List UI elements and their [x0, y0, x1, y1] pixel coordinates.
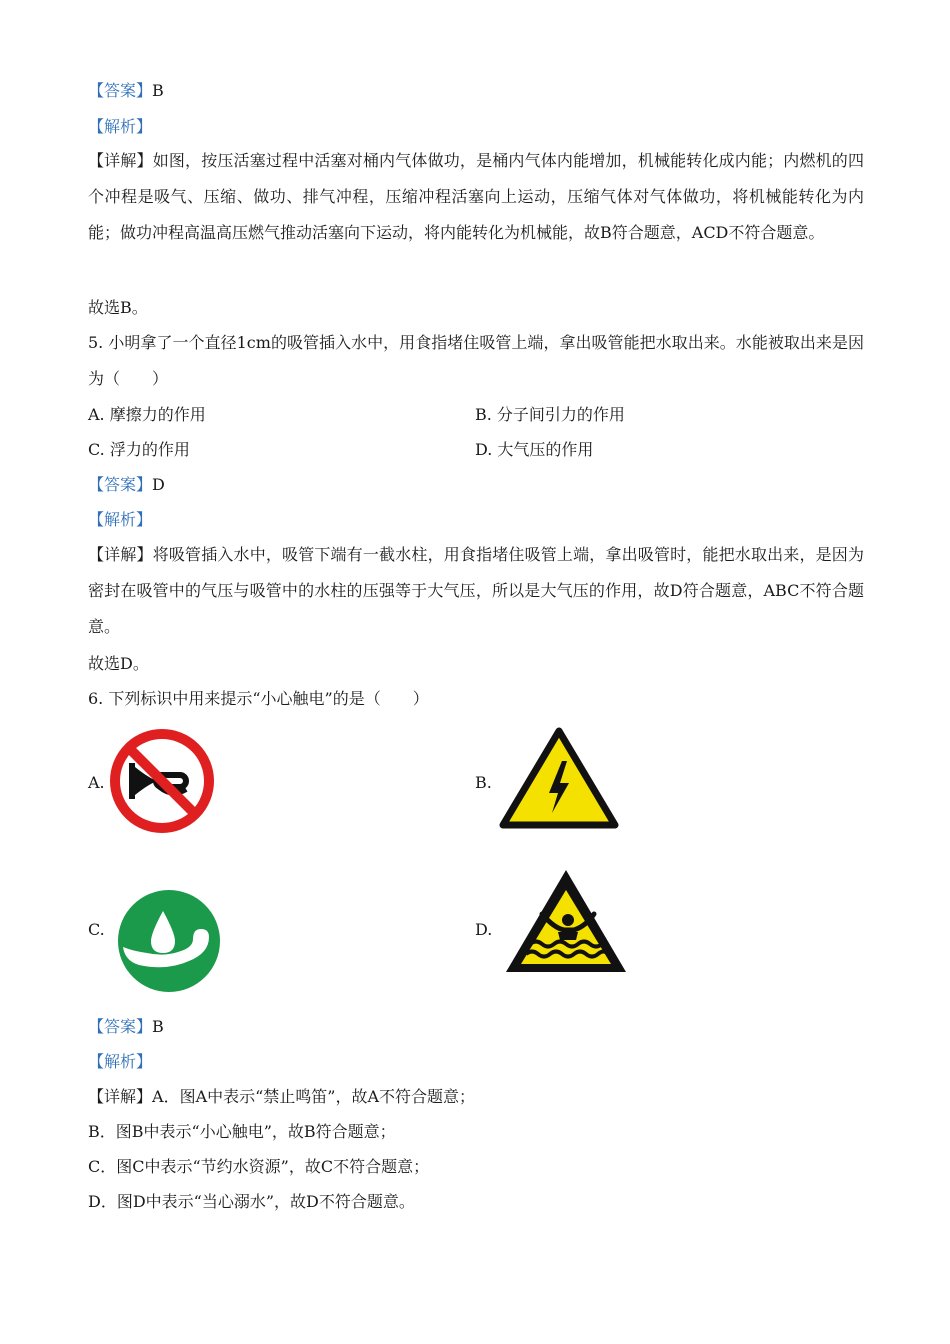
q5-option-c: C. 浮力的作用	[88, 440, 190, 459]
q5-stem: 5. 小明拿了一个直径1cm的吸管插入水中，用食指堵住吸管上端，拿出吸管能把水取出来。水能被取出来是因为（ ）	[88, 333, 864, 388]
q5-detail-label: 【详解】	[88, 545, 153, 564]
q6-detail-d: D．图D中表示“当心溺水”，故D不符合题意。	[88, 1192, 415, 1211]
drowning-warning-icon	[502, 866, 630, 978]
q4-conclusion: 故选B。	[88, 298, 148, 317]
q5-option-b: B. 分子间引力的作用	[475, 405, 625, 424]
q5-conclusion: 故选D。	[88, 654, 149, 673]
q6-detail-label: 【详解】	[88, 1087, 153, 1106]
q5-option-a: A. 摩擦力的作用	[88, 405, 206, 424]
q4-answer-line	[88, 80, 164, 102]
q6-detail-c: C．图C中表示“节约水资源”，故C不符合题意；	[88, 1157, 430, 1176]
q5-detail-text: 将吸管插入水中，吸管下端有一截水柱，用食指堵住吸管上端，拿出吸管时，能把水取出来，是因为密封在吸管中的气压与吸管中的水柱的压强等于大气压，所以是大气压的作用，故D符合题意，ABC不符合题意。	[88, 545, 864, 636]
no-horn-icon	[106, 727, 218, 835]
q5-answer-line	[88, 474, 165, 496]
q5-answer-value: D	[152, 475, 165, 494]
q4-analysis-line	[88, 116, 152, 138]
q4-detail-label: 【详解】	[88, 151, 153, 170]
q4-answer-label: 【答案】	[88, 81, 153, 100]
q6-option-b-label: B.	[475, 773, 492, 792]
q5-answer-label: 【答案】	[88, 475, 153, 494]
q5-option-d: D. 大气压的作用	[475, 440, 594, 459]
q4-answer-value: B	[152, 81, 164, 100]
q6-option-d-label: D.	[475, 920, 493, 939]
q6-answer-line	[88, 1016, 164, 1038]
q6-detail-a-text: A．图A中表示“禁止鸣笛”，故A不符合题意；	[152, 1087, 476, 1106]
q6-answer-value: B	[152, 1017, 164, 1036]
q6-detail-a	[88, 1086, 475, 1108]
q5-analysis-line	[88, 509, 152, 531]
q5-detail-paragraph	[88, 537, 864, 645]
q6-analysis-label: 【解析】	[88, 1052, 153, 1071]
q4-detail-text: 如图，按压活塞过程中活塞对桶内气体做功，是桶内气体内能增加，机械能转化成内能；内燃机的四个冲程是吸气、压缩、做功、排气冲程，压缩冲程活塞向上运动，压缩气体对气体做功，将机械能转化为内能；做功冲程高温高压燃气推动活塞向下运动，将内能转化为机械能，故B符合题意，ACD不符合题意。	[88, 151, 864, 242]
q4-analysis-label: 【解析】	[88, 117, 153, 136]
q6-stem: 6. 下列标识中用来提示“小心触电”的是（ ）	[88, 689, 429, 708]
q5-analysis-label: 【解析】	[88, 510, 153, 529]
high-voltage-warning-icon	[499, 727, 619, 829]
q4-detail-paragraph	[88, 143, 864, 251]
save-water-icon	[117, 889, 221, 993]
q6-detail-b: B．图B中表示“小心触电”，故B符合题意；	[88, 1122, 396, 1141]
q6-analysis-line	[88, 1051, 152, 1073]
q6-answer-label: 【答案】	[88, 1017, 153, 1036]
q6-option-c-label: C.	[88, 920, 105, 939]
q6-option-a-label: A.	[88, 773, 105, 792]
